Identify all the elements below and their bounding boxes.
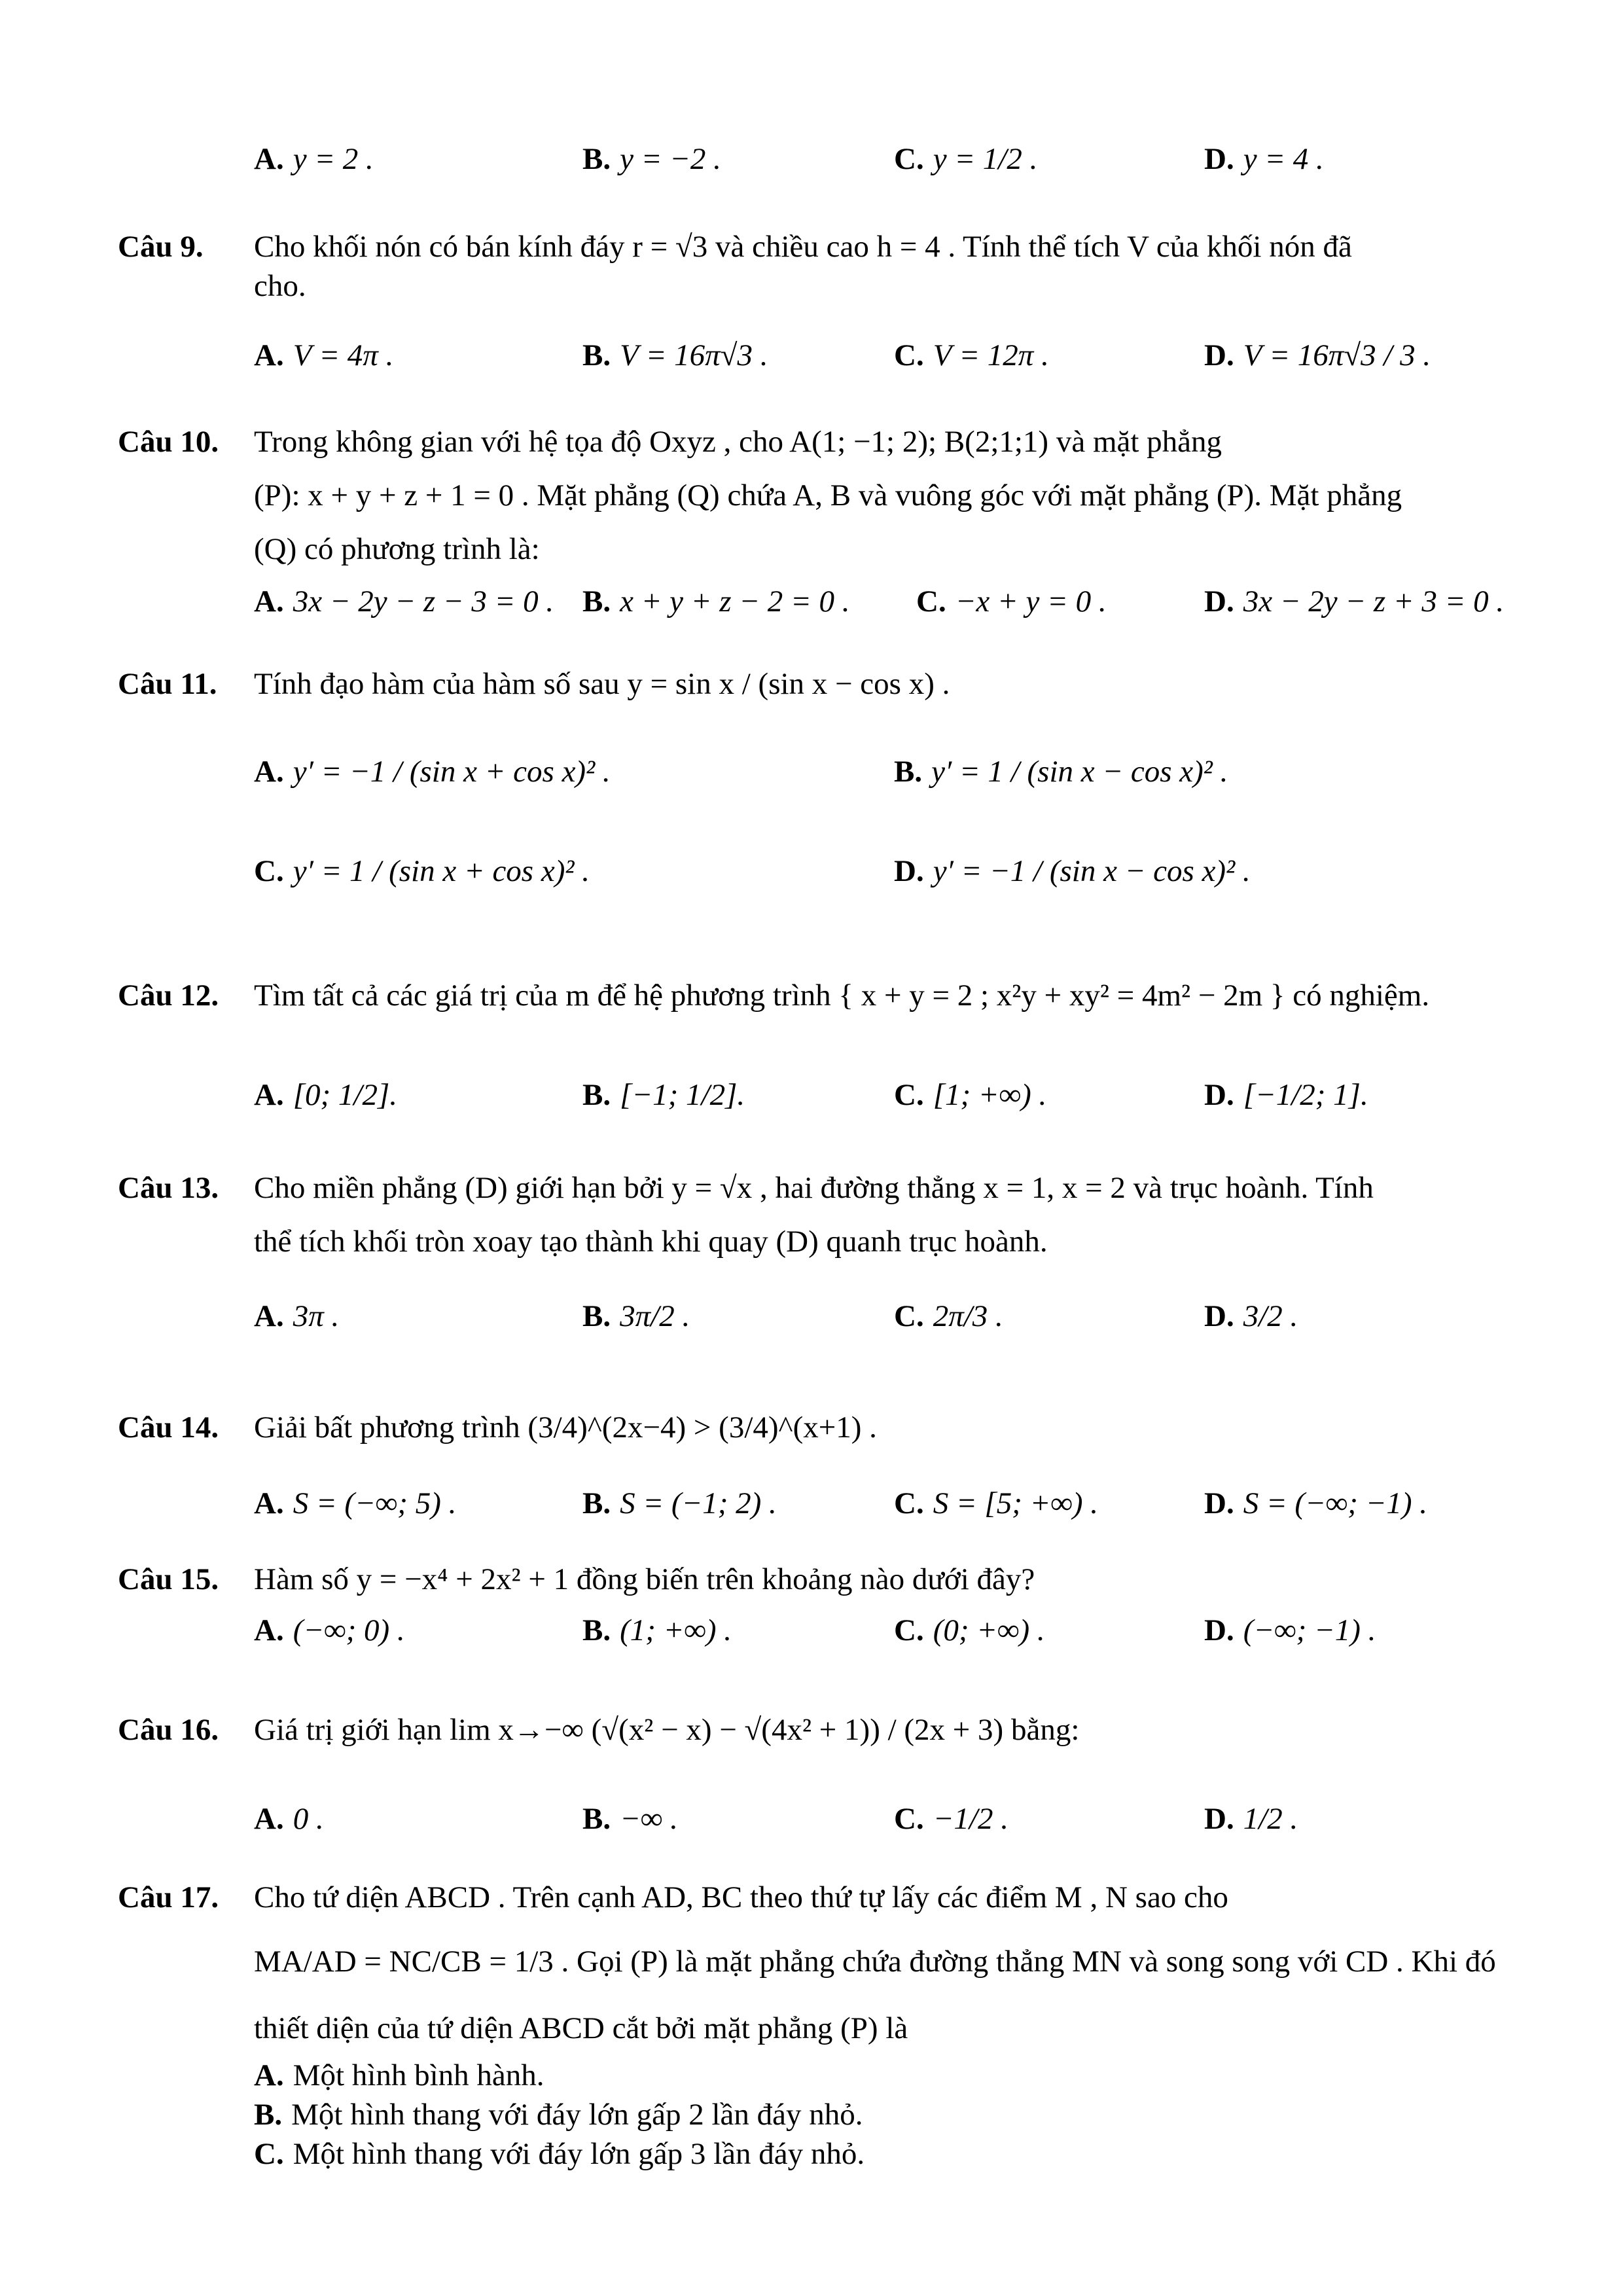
- q9-option-b: B. V = 16π√3 .: [582, 338, 768, 372]
- question-label: Câu 14.: [118, 1410, 219, 1444]
- question-label: Câu 10.: [118, 425, 219, 459]
- q14-option-c: C. S = [5; +∞) .: [894, 1486, 1098, 1520]
- q17-option-b: B. Một hình thang với đáy lớn gấp 2 lần đáy nhỏ.: [254, 2098, 863, 2132]
- question-label: Câu 17.: [118, 1880, 219, 1914]
- question-text: Hàm số y = −x⁴ + 2x² + 1 đồng biến trên khoảng nào dưới đây?: [254, 1562, 1035, 1596]
- q17-option-a: A. Một hình bình hành.: [254, 2058, 544, 2092]
- q10-option-c: C. −x + y = 0 .: [916, 584, 1107, 619]
- question-text: MA/AD = NC/CB = 1/3 . Gọi (P) là mặt phẳng chứa đường thẳng MN và song song với CD . Khi đó: [254, 1945, 1496, 1979]
- question-text: thiết diện của tứ diện ABCD cắt bởi mặt phẳng (P) là: [254, 2011, 908, 2045]
- question-label: Câu 12.: [118, 978, 219, 1013]
- question-label: Câu 16.: [118, 1713, 219, 1747]
- question-text: Giải bất phương trình (3/4)^(2x−4) > (3/4)^(x+1) .: [254, 1410, 877, 1444]
- q15-option-d: D. (−∞; −1) .: [1204, 1613, 1376, 1647]
- q13-option-d: D. 3/2 .: [1204, 1299, 1298, 1333]
- q15-option-b: B. (1; +∞) .: [582, 1613, 732, 1647]
- question-text: (Q) có phương trình là:: [254, 532, 540, 566]
- q11-option-c: C. y′ = 1 / (sin x + cos x)² .: [254, 854, 590, 888]
- q17-option-c: C. Một hình thang với đáy lớn gấp 3 lần đáy nhỏ.: [254, 2137, 865, 2171]
- question-text: (P): x + y + z + 1 = 0 . Mặt phẳng (Q) chứa A, B và vuông góc với mặt phẳng (P). Mặt phẳng: [254, 478, 1402, 512]
- question-label: Câu 15.: [118, 1562, 219, 1596]
- q9-option-a: A. V = 4π .: [254, 338, 394, 372]
- question-label: Câu 11.: [118, 667, 217, 701]
- q12-option-b: B. [−1; 1/2].: [582, 1078, 745, 1112]
- question-text: Tính đạo hàm của hàm số sau y = sin x / (sin x − cos x) .: [254, 667, 950, 701]
- q14-option-b: B. S = (−1; 2) .: [582, 1486, 777, 1520]
- question-text: Cho tứ diện ABCD . Trên cạnh AD, BC theo thứ tự lấy các điểm M , N sao cho: [254, 1880, 1228, 1914]
- question-text: Cho miền phẳng (D) giới hạn bởi y = √x , hai đường thẳng x = 1, x = 2 và trục hoành. Tính: [254, 1171, 1374, 1205]
- q13-option-c: C. 2π/3 .: [894, 1299, 1003, 1333]
- q14-option-d: D. S = (−∞; −1) .: [1204, 1486, 1428, 1520]
- q12-option-d: D. [−1/2; 1].: [1204, 1078, 1368, 1112]
- q11-option-b: B. y′ = 1 / (sin x − cos x)² .: [894, 755, 1228, 789]
- q13-option-a: A. 3π .: [254, 1299, 340, 1333]
- q8-option-b: B. y = −2 .: [582, 142, 721, 176]
- question-text: Cho khối nón có bán kính đáy r = √3 và chiều cao h = 4 . Tính thể tích V của khối nón đã: [254, 230, 1352, 264]
- q10-option-a: A. 3x − 2y − z − 3 = 0 .: [254, 584, 554, 619]
- question-label: Câu 9.: [118, 230, 204, 264]
- q8-option-c: C. y = 1/2 .: [894, 142, 1038, 176]
- question-text: cho.: [254, 269, 306, 303]
- q12-option-a: A. [0; 1/2].: [254, 1078, 397, 1112]
- q16-option-a: A. 0 .: [254, 1802, 324, 1836]
- question-text: Tìm tất cả các giá trị của m để hệ phương trình { x + y = 2 ; x²y + xy² = 4m² − 2m } có nghiệm.: [254, 978, 1430, 1013]
- q10-option-b: B. x + y + z − 2 = 0 .: [582, 584, 850, 619]
- q11-option-d: D. y′ = −1 / (sin x − cos x)² .: [894, 854, 1251, 888]
- q16-option-b: B. −∞ .: [582, 1802, 678, 1836]
- q14-option-a: A. S = (−∞; 5) .: [254, 1486, 457, 1520]
- q9-option-c: C. V = 12π .: [894, 338, 1049, 372]
- question-text: Trong không gian với hệ tọa độ Oxyz , cho A(1; −1; 2); B(2;1;1) và mặt phẳng: [254, 425, 1222, 459]
- q8-option-a: A. y = 2 .: [254, 142, 374, 176]
- q12-option-c: C. [1; +∞) .: [894, 1078, 1047, 1112]
- question-label: Câu 13.: [118, 1171, 219, 1205]
- q11-option-a: A. y′ = −1 / (sin x + cos x)² .: [254, 755, 611, 789]
- q8-option-d: D. y = 4 .: [1204, 142, 1324, 176]
- q15-option-a: A. (−∞; 0) .: [254, 1613, 405, 1647]
- question-text: Giá trị giới hạn lim x→−∞ (√(x² − x) − √(4x² + 1)) / (2x + 3) bằng:: [254, 1713, 1080, 1747]
- q16-option-c: C. −1/2 .: [894, 1802, 1008, 1836]
- q16-option-d: D. 1/2 .: [1204, 1802, 1298, 1836]
- q10-option-d: D. 3x − 2y − z + 3 = 0 .: [1204, 584, 1505, 619]
- q13-option-b: B. 3π/2 .: [582, 1299, 690, 1333]
- q15-option-c: C. (0; +∞) .: [894, 1613, 1045, 1647]
- question-text: thể tích khối tròn xoay tạo thành khi quay (D) quanh trục hoành.: [254, 1225, 1048, 1259]
- q9-option-d: D. V = 16π√3 / 3 .: [1204, 338, 1431, 372]
